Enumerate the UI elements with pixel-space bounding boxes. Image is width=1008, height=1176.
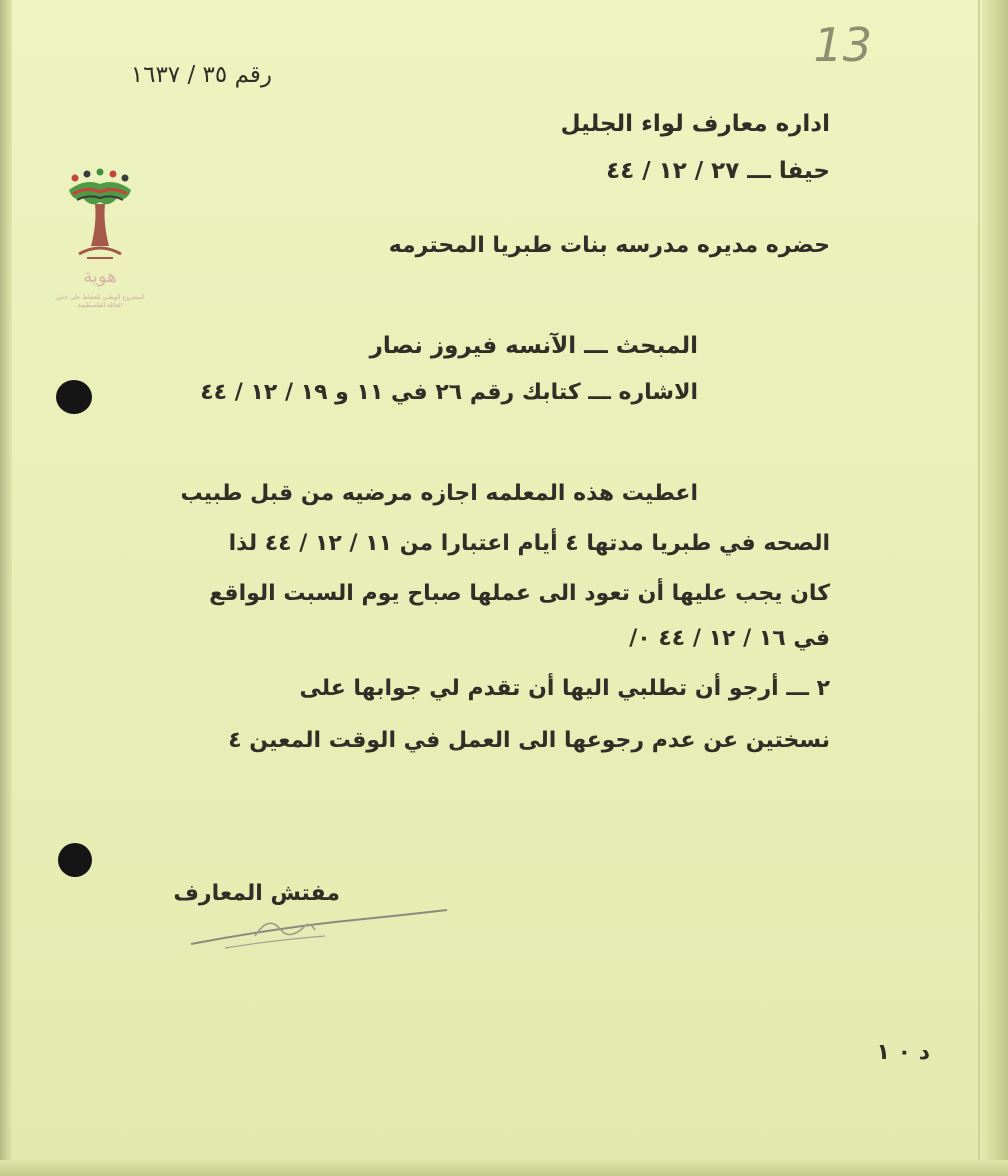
family-tree-icon — [65, 168, 135, 268]
punch-hole — [58, 843, 92, 877]
logo-wordmark: هوية — [83, 266, 117, 287]
addressee: حضره مديره مدرسه بنات طبريا المحترمه — [388, 233, 830, 258]
place-date: حيفا ـــ ٢٧ / ١٢ / ٤٤ — [606, 158, 830, 184]
page-left-edge — [0, 0, 12, 1176]
body-line: في ١٦ / ١٢ / ٤٤ ٠/ — [629, 626, 830, 651]
reference-number: رقم ٣٥ / ١٦٣٧ — [130, 62, 272, 88]
handwritten-signature — [185, 900, 450, 952]
body-line: اعطيت هذه المعلمه اجازه مرضيه من قبل طبيب — [180, 481, 698, 506]
subject-line: المبحث ـــ الآنسه فيروز نصار — [369, 333, 698, 359]
page-number: 13 — [813, 18, 872, 72]
body-line: الصحه في طبريا مدتها ٤ أيام اعتبارا من ١١ / ١٢ / ٤٤ لذا — [228, 531, 830, 556]
watermark-logo — [55, 168, 145, 328]
sender-heading: اداره معارف لواء الجليل — [560, 111, 830, 137]
page-bottom-edge — [0, 1160, 1008, 1176]
logo-caption: المشروع الوطني للحفاظ على جذور العائلة الفلسطينية — [55, 294, 145, 309]
body-line: كان يجب عليها أن تعود الى عملها صباح يوم السبت الواقع — [209, 581, 830, 606]
body-line: نسختين عن عدم رجوعها الى العمل في الوقت المعين ٤ — [228, 728, 830, 753]
page-fold-line — [978, 0, 980, 1176]
page-right-edge — [982, 0, 1008, 1176]
reference-line: الاشاره ـــ كتابك رقم ٢٦ في ١١ و ١٩ / ١٢ / ٤٤ — [200, 380, 698, 405]
body-line: ٢ ـــ أرجو أن تطلبي اليها أن تقدم لي جوابها على — [299, 676, 830, 701]
punch-hole — [56, 380, 92, 414]
footer-code: د ٠ ١ — [876, 1040, 930, 1065]
signature-title: مفتش المعارف — [173, 881, 340, 906]
